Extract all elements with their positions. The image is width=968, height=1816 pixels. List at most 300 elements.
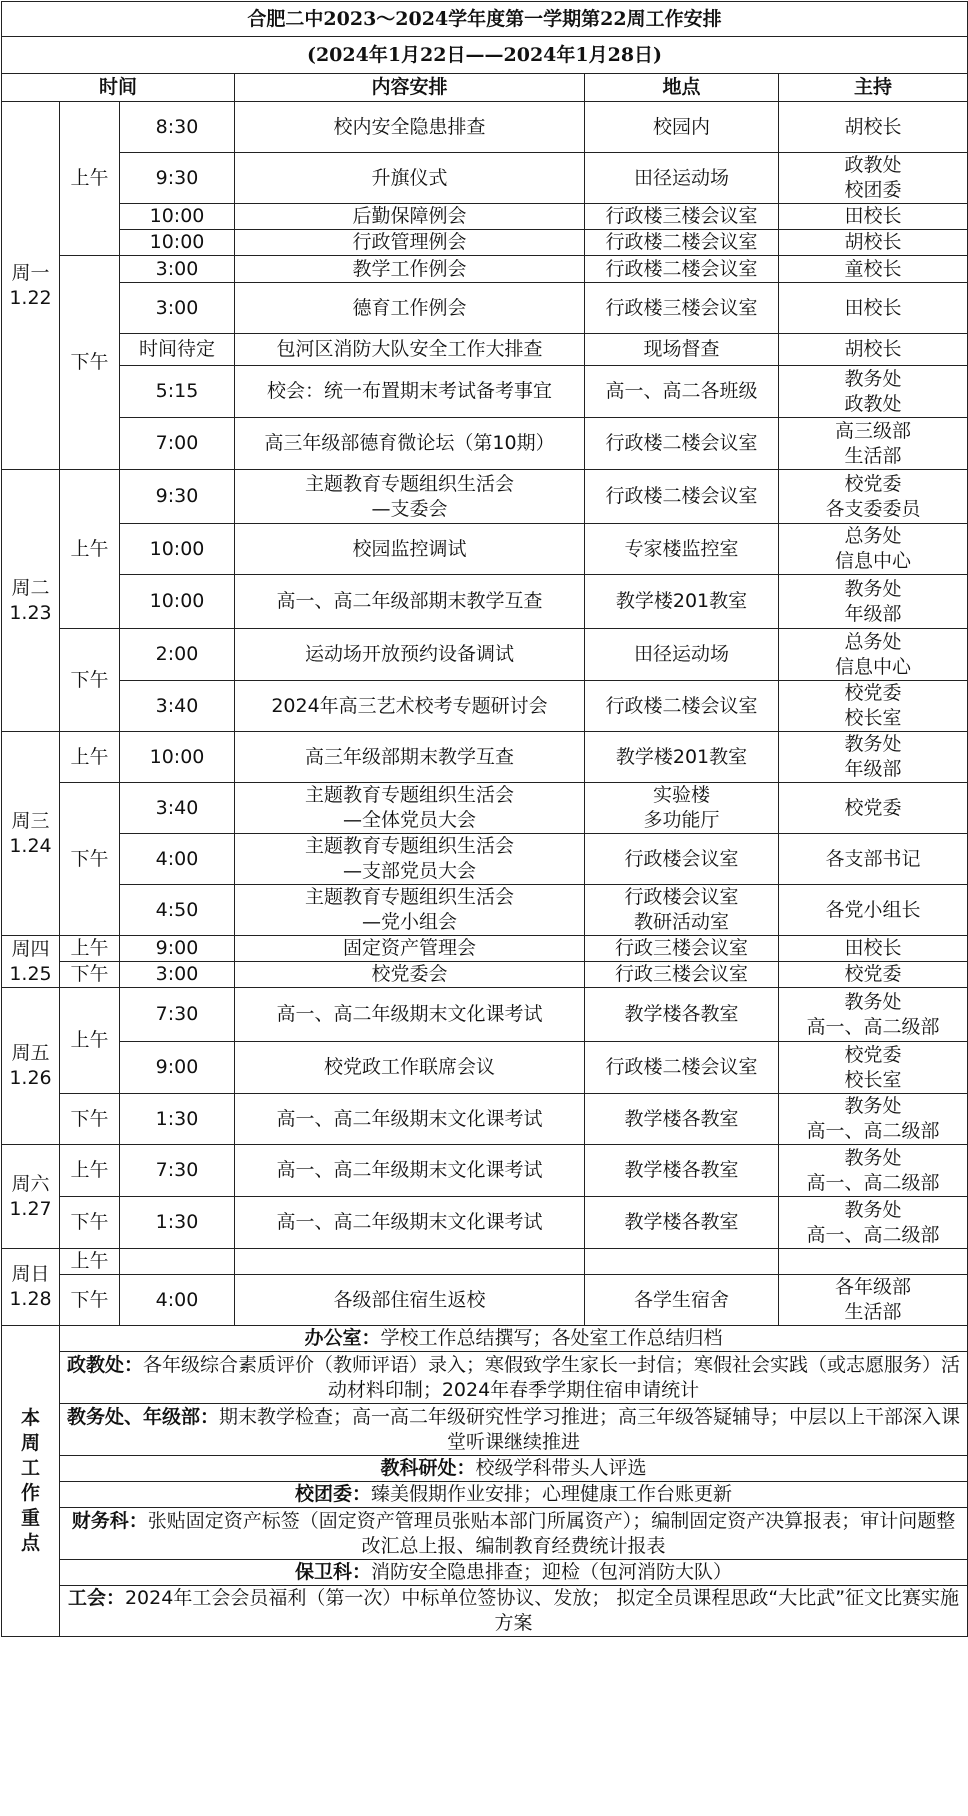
place-cell [585, 834, 779, 885]
day-cell [2, 732, 60, 936]
content-cell [235, 1249, 585, 1275]
time-cell: 8:30 [120, 102, 235, 153]
cell-line: 多功能厅 [643, 809, 720, 831]
content-cell [235, 334, 585, 366]
host-cell [779, 988, 968, 1042]
focus-item-text: 学校工作总结撰写；各处室工作总结归档 [380, 1327, 723, 1349]
host-cell [779, 1042, 968, 1094]
table-row [2, 629, 968, 681]
host-cell [779, 629, 968, 681]
content-cell [235, 204, 585, 230]
content-cell [235, 256, 585, 283]
focus-item-text: 各年级综合素质评价（教师评语）录入；寒假致学生家长一封信；寒假社会实践（或志愿服务）活动材料印制；2024年春季学期住宿申请统计 [143, 1353, 961, 1401]
cell-line: 田校长 [844, 296, 902, 319]
focus-row [2, 1586, 968, 1637]
cell-line: 童校长 [844, 257, 902, 280]
cell-line: 校党委会 [371, 963, 448, 985]
time-cell: 2:00 [120, 629, 235, 681]
host-cell [779, 962, 968, 988]
focus-row [2, 1482, 968, 1508]
place-cell [585, 575, 779, 629]
cell-line: 各支委委员 [825, 497, 921, 520]
day-label: 周六 [11, 1172, 50, 1195]
table-row [2, 681, 968, 732]
table-row [2, 524, 968, 575]
cell-line: 信息中心 [835, 550, 912, 572]
focus-heading-char: 周 [20, 1432, 40, 1454]
cell-line: —党小组会 [361, 911, 457, 933]
focus-heading-char: 点 [20, 1532, 40, 1554]
cell-line: 各级部住宿生返校 [333, 1288, 486, 1311]
cell-line: 校园监控调试 [352, 537, 467, 560]
cell-line: 行政三楼会议室 [614, 937, 748, 959]
focus-item-label: 工会： [67, 1587, 125, 1609]
place-cell [585, 936, 779, 962]
day-label: 周四 [11, 937, 50, 960]
host-cell [779, 366, 968, 418]
cell-line: 高三级部 [835, 419, 912, 442]
content-cell [235, 885, 585, 936]
table-row [2, 470, 968, 524]
focus-item-text: 2024年工会会员福利（第一次）中标单位签协议、发放； 拟定全员课程思政“大比武”征文比赛实施方案 [124, 1587, 960, 1634]
day-date: 1.26 [9, 1067, 52, 1089]
header-row [2, 74, 968, 102]
cell-line: 教务处 [844, 1146, 902, 1169]
time-cell: 9:00 [120, 1042, 235, 1094]
cell-line: 高一、高二级部 [806, 1015, 940, 1038]
cell-line: 行政楼二楼会议室 [605, 485, 758, 507]
table-row [2, 988, 968, 1042]
focus-item [60, 1508, 968, 1560]
cell-line: 行政楼会议室 [624, 886, 739, 908]
subtitle-row [2, 37, 968, 74]
host-cell [779, 204, 968, 230]
table-row [2, 1197, 968, 1249]
day-cell [2, 470, 60, 732]
day-date: 1.23 [9, 601, 52, 624]
table-row [2, 256, 968, 283]
half-day-cell: 下午 [60, 783, 120, 936]
content-cell [235, 524, 585, 575]
day-date: 1.24 [9, 834, 52, 857]
day-cell [2, 1145, 60, 1249]
cell-line: 行政楼会议室 [624, 847, 739, 870]
cell-line: 高一、高二年级期末文化课考试 [276, 1211, 543, 1233]
time-cell: 7:30 [120, 988, 235, 1042]
focus-item-text: 张贴固定资产标签（固定资产管理员张贴本部门所属资产）；编制固定资产决算报表；审计问题整改汇总上报、编制教育经费统计报表 [147, 1509, 956, 1557]
host-cell [779, 681, 968, 732]
cell-line: 主题教育专题组织生活会 [304, 784, 514, 806]
cell-line: —全体党员大会 [342, 809, 476, 831]
cell-line: 胡校长 [844, 115, 902, 138]
schedule-table [1, 1, 968, 1637]
focus-heading-char: 工 [20, 1457, 40, 1479]
cell-line: 专家楼监控室 [624, 537, 739, 560]
focus-heading [2, 1326, 60, 1637]
cell-line: 运动场开放预约设备调试 [304, 643, 514, 665]
table-row [2, 732, 968, 783]
time-cell: 10:00 [120, 524, 235, 575]
half-day-cell: 下午 [60, 256, 120, 470]
cell-line: 田径运动场 [633, 166, 729, 189]
cell-line: 各支部书记 [825, 847, 921, 870]
content-cell [235, 629, 585, 681]
place-cell [585, 283, 779, 334]
cell-line: 升旗仪式 [371, 166, 448, 189]
cell-line: 教学楼各教室 [624, 1159, 739, 1181]
cell-line: 校党委 [844, 1043, 902, 1066]
day-label: 周二 [11, 576, 50, 599]
host-cell [779, 1145, 968, 1197]
half-day-cell: 下午 [60, 1275, 120, 1326]
day-label: 周日 [11, 1263, 50, 1285]
time-cell: 3:00 [120, 256, 235, 283]
cell-line: 田径运动场 [633, 643, 729, 665]
cell-line: 包河区消防大队安全工作大排查 [276, 338, 543, 360]
cell-line: 教务处 [844, 577, 902, 600]
cell-line: 行政楼二楼会议室 [605, 1056, 758, 1078]
host-cell [779, 885, 968, 936]
cell-line: 胡校长 [844, 231, 902, 253]
content-cell [235, 1197, 585, 1249]
page-title: 合肥二中2023～2024学年度第一学期第22周工作安排 [2, 2, 968, 37]
table-row [2, 230, 968, 256]
host-cell [779, 575, 968, 629]
cell-line: 固定资产管理会 [342, 937, 476, 959]
place-cell [585, 470, 779, 524]
cell-line: 校团委 [844, 179, 902, 201]
cell-line: 校党委 [844, 682, 902, 704]
cell-line: 高三年级部期末教学互查 [304, 745, 514, 768]
half-day-cell: 下午 [60, 1197, 120, 1249]
cell-line: 2024年高三艺术校考专题研讨会 [271, 694, 548, 717]
focus-item-text: 期末教学检查；高一高二年级研究性学习推进；高三年级答疑辅导；中层以上干部深入课堂听课继续推进 [219, 1405, 961, 1453]
cell-line: —支部党员大会 [342, 860, 476, 882]
day-cell [2, 988, 60, 1145]
cell-line: 生活部 [844, 1301, 902, 1323]
half-day-cell: 下午 [60, 962, 120, 988]
cell-line: 德育工作例会 [352, 296, 467, 319]
content-cell [235, 1094, 585, 1145]
table-row [2, 1275, 968, 1326]
focus-row [2, 1404, 968, 1456]
table-row [2, 885, 968, 936]
content-cell [235, 1145, 585, 1197]
cell-line: 校内安全隐患排查 [333, 115, 486, 138]
place-cell [585, 1197, 779, 1249]
half-day-cell: 上午 [60, 102, 120, 256]
cell-line: 校党委 [844, 963, 902, 985]
focus-heading-char: 重 [20, 1507, 40, 1529]
time-cell: 10:00 [120, 230, 235, 256]
host-cell [779, 470, 968, 524]
time-cell: 10:00 [120, 575, 235, 629]
place-cell [585, 524, 779, 575]
cell-line: 年级部 [844, 602, 902, 625]
content-cell [235, 575, 585, 629]
content-cell [235, 834, 585, 885]
focus-item [60, 1482, 968, 1508]
content-cell [235, 988, 585, 1042]
host-cell [779, 256, 968, 283]
table-row [2, 204, 968, 230]
header-host: 主持 [779, 74, 968, 102]
cell-line: 教务处 [844, 1095, 902, 1117]
table-row [2, 1145, 968, 1197]
focus-item [60, 1560, 968, 1586]
content-cell [235, 783, 585, 834]
focus-heading-char: 作 [20, 1482, 40, 1504]
focus-item-label: 教务处、年级部： [67, 1405, 220, 1428]
cell-line: 政教处 [844, 154, 902, 176]
header-content: 内容安排 [235, 74, 585, 102]
time-cell: 4:00 [120, 1275, 235, 1326]
day-cell [2, 102, 60, 470]
day-date: 1.27 [9, 1197, 52, 1220]
time-cell: 3:40 [120, 783, 235, 834]
host-cell [779, 418, 968, 470]
table-row [2, 834, 968, 885]
half-day-cell: 上午 [60, 988, 120, 1094]
focus-row [2, 1560, 968, 1586]
focus-item-text: 消防安全隐患排查；迎检（包河消防大队） [371, 1561, 733, 1583]
cell-line: 行政楼二楼会议室 [605, 257, 758, 280]
table-row [2, 366, 968, 418]
cell-line: 信息中心 [835, 655, 912, 678]
focus-item [60, 1404, 968, 1456]
time-cell: 3:00 [120, 283, 235, 334]
cell-line: 高一、高二年级期末文化课考试 [276, 1159, 543, 1181]
cell-line: 校党委 [844, 472, 902, 495]
time-cell: 4:00 [120, 834, 235, 885]
table-row [2, 153, 968, 204]
cell-line: 行政楼三楼会议室 [605, 205, 758, 227]
cell-line: 教务处 [844, 1198, 902, 1221]
cell-line: 政教处 [844, 392, 902, 415]
cell-line: 教务处 [844, 990, 902, 1013]
content-cell [235, 102, 585, 153]
half-day-cell: 上午 [60, 1145, 120, 1197]
place-cell [585, 962, 779, 988]
time-cell: 9:00 [120, 936, 235, 962]
focus-item-label: 校团委： [295, 1483, 372, 1505]
day-label: 周五 [11, 1042, 50, 1064]
time-cell: 4:50 [120, 885, 235, 936]
half-day-cell: 下午 [60, 629, 120, 732]
host-cell [779, 1275, 968, 1326]
cell-line: 年级部 [844, 758, 902, 780]
cell-line: 行政楼二楼会议室 [605, 694, 758, 717]
cell-line: 高一、高二年级部期末教学互查 [276, 590, 543, 612]
cell-line: 教务处 [844, 367, 902, 390]
cell-line: 后勤保障例会 [352, 205, 467, 227]
place-cell [585, 1042, 779, 1094]
cell-line: 教学楼各教室 [624, 1107, 739, 1130]
focus-item [60, 1352, 968, 1404]
cell-line: 各党小组长 [825, 898, 921, 921]
time-cell: 3:00 [120, 962, 235, 988]
focus-item-label: 教科研处： [380, 1457, 476, 1479]
place-cell [585, 988, 779, 1042]
time-cell [120, 1249, 235, 1275]
content-cell [235, 418, 585, 470]
cell-line: 校长室 [844, 707, 902, 729]
cell-line: 教学楼各教室 [624, 1211, 739, 1233]
cell-line: 教务处 [844, 733, 902, 755]
time-cell: 10:00 [120, 204, 235, 230]
cell-line: 总务处 [844, 525, 902, 547]
focus-row [2, 1456, 968, 1482]
cell-line: 高三年级部德育微论坛（第10期） [264, 432, 555, 454]
content-cell [235, 936, 585, 962]
host-cell [779, 732, 968, 783]
time-cell: 9:30 [120, 153, 235, 204]
focus-item-label: 财务科： [71, 1509, 148, 1532]
place-cell [585, 783, 779, 834]
half-day-cell: 上午 [60, 470, 120, 629]
place-cell [585, 885, 779, 936]
table-row [2, 283, 968, 334]
cell-line: 行政楼二楼会议室 [605, 432, 758, 454]
half-day-cell: 上午 [60, 936, 120, 962]
cell-line: 校长室 [844, 1068, 902, 1091]
table-row [2, 575, 968, 629]
focus-heading-char: 本 [20, 1407, 40, 1429]
place-cell [585, 1094, 779, 1145]
place-cell [585, 629, 779, 681]
place-cell [585, 1249, 779, 1275]
day-date: 1.28 [9, 1288, 52, 1310]
cell-line: 现场督查 [643, 338, 720, 360]
host-cell [779, 1249, 968, 1275]
cell-line: 田校长 [844, 937, 902, 959]
day-date: 1.25 [9, 962, 52, 985]
focus-row [2, 1508, 968, 1560]
focus-item-text: 校级学科带头人评选 [475, 1457, 647, 1479]
content-cell [235, 681, 585, 732]
host-cell [779, 153, 968, 204]
cell-line: 主题教育专题组织生活会 [304, 886, 514, 908]
cell-line: 高一、高二年级期末文化课考试 [276, 1107, 543, 1130]
place-cell [585, 153, 779, 204]
cell-line: 主题教育专题组织生活会 [304, 835, 514, 857]
header-place: 地点 [585, 74, 779, 102]
host-cell [779, 334, 968, 366]
cell-line: 行政楼三楼会议室 [605, 296, 758, 319]
time-cell: 9:30 [120, 470, 235, 524]
time-cell: 3:40 [120, 681, 235, 732]
cell-line: 行政楼二楼会议室 [605, 231, 758, 253]
focus-item [60, 1456, 968, 1482]
host-cell [779, 524, 968, 575]
cell-line: 校会：统一布置期末考试备考事宜 [266, 380, 552, 402]
time-cell: 时间待定 [120, 334, 235, 366]
host-cell [779, 230, 968, 256]
cell-line: 各年级部 [835, 1276, 912, 1298]
focus-item-label: 办公室： [304, 1327, 381, 1349]
place-cell [585, 204, 779, 230]
cell-line: 胡校长 [844, 338, 902, 360]
cell-line: 高一、高二级部 [806, 1223, 940, 1246]
day-label: 周一 [11, 261, 50, 284]
table-row [2, 783, 968, 834]
time-cell: 7:30 [120, 1145, 235, 1197]
cell-line: 高一、高二年级期末文化课考试 [276, 1003, 543, 1025]
half-day-cell: 下午 [60, 1094, 120, 1145]
focus-row [2, 1326, 968, 1352]
place-cell [585, 1275, 779, 1326]
table-row [2, 936, 968, 962]
day-label: 周三 [11, 809, 50, 832]
place-cell [585, 102, 779, 153]
place-cell [585, 418, 779, 470]
content-cell [235, 366, 585, 418]
cell-line: 教学楼201教室 [615, 590, 748, 612]
host-cell [779, 283, 968, 334]
time-cell: 1:30 [120, 1094, 235, 1145]
content-cell [235, 230, 585, 256]
host-cell [779, 834, 968, 885]
host-cell [779, 1094, 968, 1145]
day-cell [2, 936, 60, 988]
cell-line: 生活部 [844, 444, 902, 467]
table-row [2, 962, 968, 988]
cell-line: 教学楼各教室 [624, 1003, 739, 1025]
cell-line: 教学楼201教室 [615, 745, 748, 768]
cell-line: 高一、高二级部 [806, 1171, 940, 1194]
cell-line: 校党委 [844, 796, 902, 819]
place-cell [585, 256, 779, 283]
day-cell [2, 1249, 60, 1326]
content-cell [235, 1275, 585, 1326]
time-cell: 7:00 [120, 418, 235, 470]
focus-row [2, 1352, 968, 1404]
time-cell: 5:15 [120, 366, 235, 418]
content-cell [235, 470, 585, 524]
table-row [2, 102, 968, 153]
header-time: 时间 [2, 74, 235, 102]
cell-line: 校党政工作联席会议 [323, 1056, 495, 1078]
table-row [2, 1094, 968, 1145]
host-cell [779, 102, 968, 153]
focus-item [60, 1326, 968, 1352]
cell-line: 总务处 [844, 630, 902, 653]
host-cell [779, 936, 968, 962]
day-date: 1.22 [9, 286, 52, 309]
content-cell [235, 153, 585, 204]
cell-line: 行政管理例会 [352, 231, 467, 253]
schedule-body [2, 2, 968, 1637]
time-cell: 10:00 [120, 732, 235, 783]
cell-line: 教学工作例会 [352, 257, 467, 280]
cell-line: 高一、高二级部 [806, 1120, 940, 1142]
cell-line: 各学生宿舍 [633, 1288, 729, 1311]
focus-item-label: 政教处： [67, 1353, 144, 1376]
place-cell [585, 1145, 779, 1197]
table-row [2, 334, 968, 366]
focus-item [60, 1586, 968, 1637]
host-cell [779, 1197, 968, 1249]
table-row [2, 1042, 968, 1094]
content-cell [235, 1042, 585, 1094]
place-cell [585, 366, 779, 418]
time-cell: 1:30 [120, 1197, 235, 1249]
title-row [2, 2, 968, 37]
cell-line: 校园内 [652, 115, 710, 138]
content-cell [235, 732, 585, 783]
cell-line: 田校长 [844, 205, 902, 227]
host-cell [779, 783, 968, 834]
